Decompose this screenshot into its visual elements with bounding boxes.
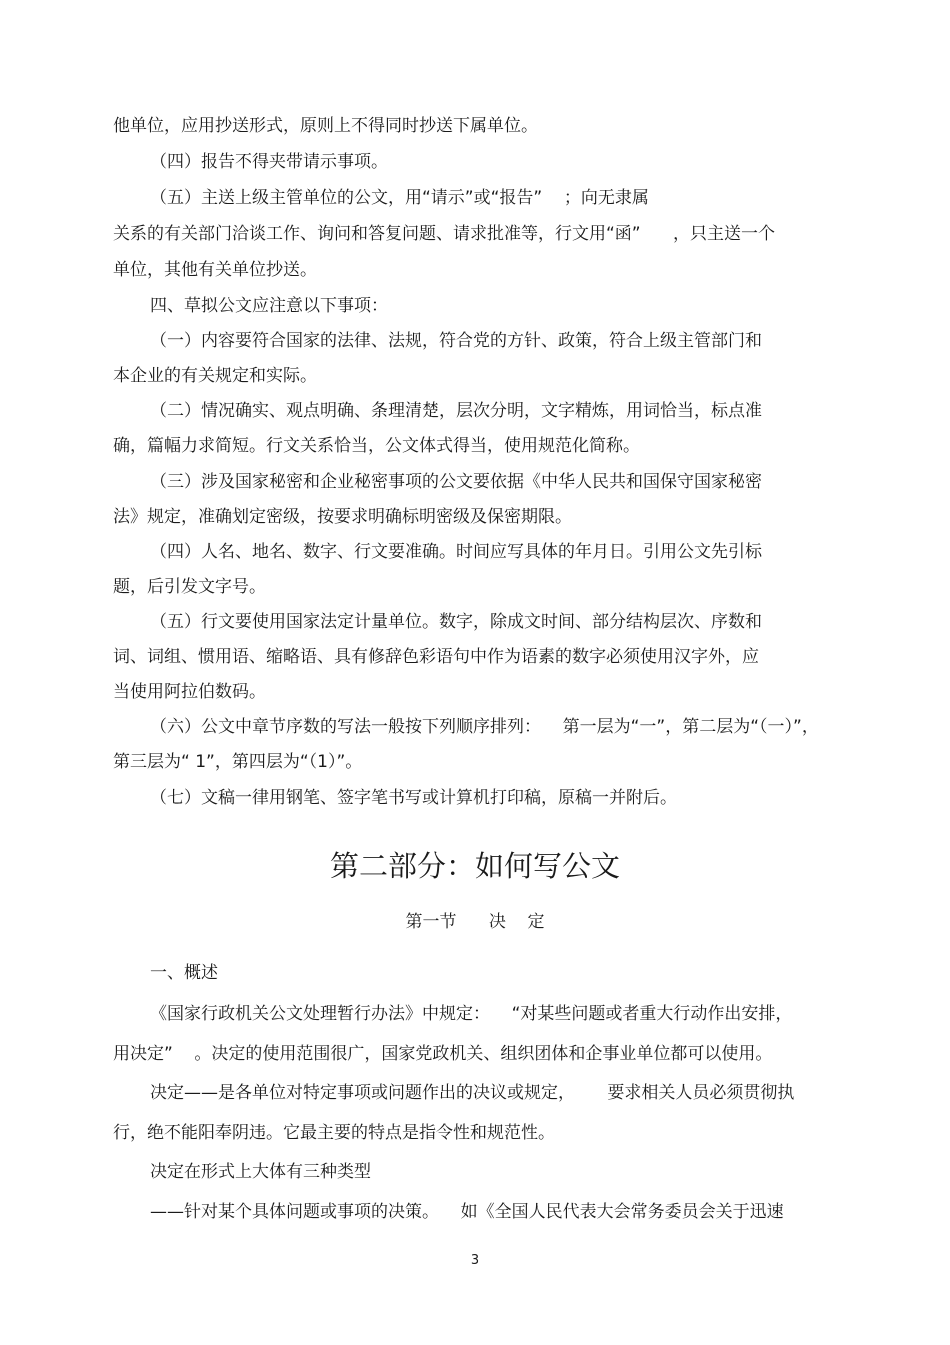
body-line: 词、词组、惯用语、缩略语、具有修辞色彩语句中作为语素的数字必须使用汉字外，应 (113, 647, 759, 667)
body-line: （四）报告不得夹带请示事项。 (150, 152, 388, 172)
section-line: ——针对某个具体问题或事项的决策。 如《全国人民代表大会常务委员会关于迅速 (150, 1202, 784, 1222)
body-line: （五）行文要使用国家法定计量单位。数字，除成文时间、部分结构层次、序数和 (150, 612, 762, 632)
body-line: （三）涉及国家秘密和企业秘密事项的公文要依据《中华人民共和国保守国家秘密 (150, 472, 762, 492)
section-line: 《国家行政机关公文处理暂行办法》中规定： “对某些问题或者重大行动作出安排， (150, 1004, 793, 1024)
section-line: 决定——是各单位对特定事项或问题作出的决议或规定， 要求相关人员必须贯彻执 (150, 1083, 795, 1103)
body-line: 法》规定，准确划定密级，按要求明确标明密级及保密期限。 (113, 507, 572, 527)
body-line: 第三层为“ 1”，第四层为“（1）”。 (113, 752, 363, 772)
body-line: （四）人名、地名、数字、行文要准确。时间应写具体的年月日。引用公文先引标 (150, 542, 762, 562)
body-line: （二）情况确实、观点明确、条理清楚，层次分明，文字精炼，用词恰当，标点准 (150, 401, 762, 421)
section-line: 用决定” 。决定的使用范围很广，国家党政机关、组织团体和企事业单位都可以使用。 (113, 1044, 773, 1064)
section-line: 行，绝不能阳奉阴违。它最主要的特点是指令性和规范性。 (113, 1123, 555, 1143)
body-line: 他单位，应用抄送形式，原则上不得同时抄送下属单位。 (113, 116, 538, 136)
body-line: 四、草拟公文应注意以下事项： (150, 296, 388, 316)
body-line: 题，后引发文字号。 (113, 577, 266, 597)
body-line: 确，篇幅力求简短。行文关系恰当，公文体式得当，使用规范化简称。 (113, 436, 640, 456)
body-line: 当使用阿拉伯数码。 (113, 682, 266, 702)
body-line: 单位，其他有关单位抄送。 (113, 260, 317, 280)
body-line: （七）文稿一律用钢笔、签字笔书写或计算机打印稿，原稿一并附后。 (150, 788, 677, 808)
page-number: 3 (470, 1253, 480, 1268)
body-line: （一）内容要符合国家的法律、法规，符合党的方针、政策，符合上级主管部门和 (150, 331, 762, 351)
part-title: 第二部分：如何写公文 (329, 849, 620, 883)
body-line: （五）主送上级主管单位的公文，用“请示”或“报告” ；向无隶属 (150, 188, 649, 208)
section-line: 一、概述 (150, 963, 218, 983)
section-title: 第一节 决 定 (405, 912, 545, 932)
body-line: 本企业的有关规定和实际。 (113, 366, 317, 386)
body-line: 关系的有关部门洽谈工作、询问和答复问题、请求批准等，行文用“函” ，只主送一个 (113, 224, 776, 244)
body-line: （六）公文中章节序数的写法一般按下列顺序排列： 第一层为“一”，第二层为“（一）”， (150, 717, 819, 737)
section-line: 决定在形式上大体有三种类型 (150, 1162, 371, 1182)
